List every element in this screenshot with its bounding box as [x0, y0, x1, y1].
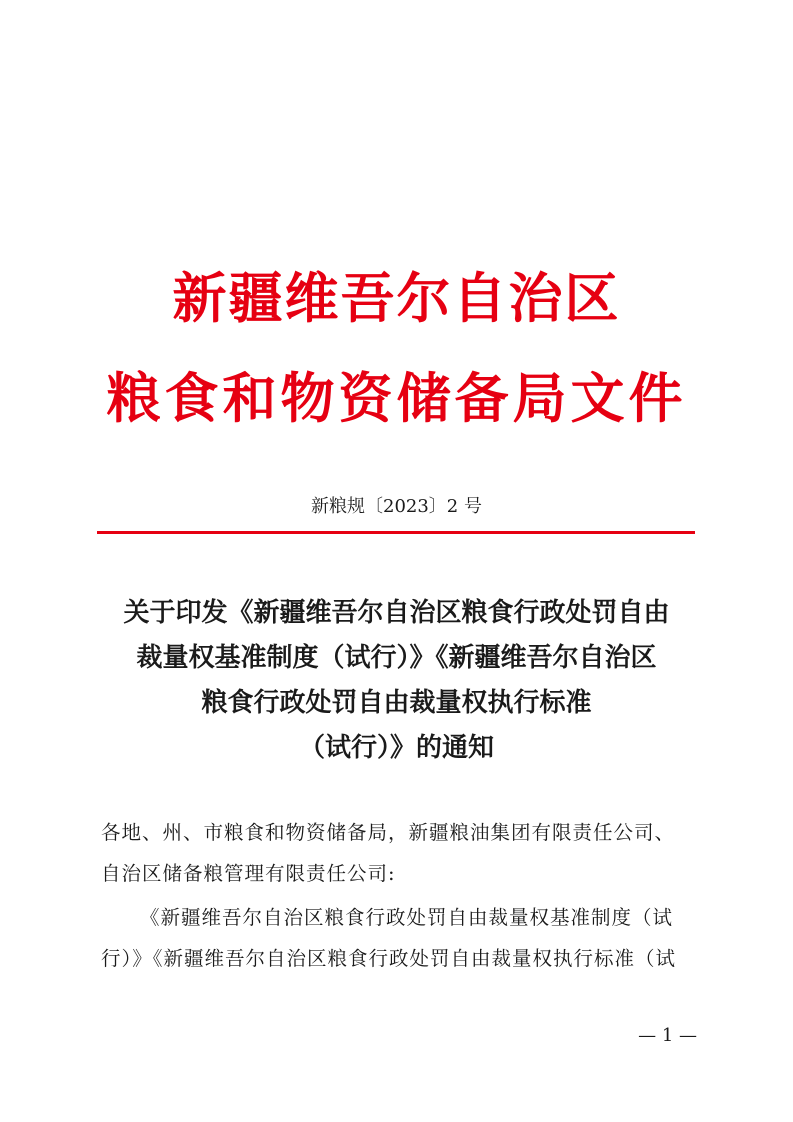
title-line-4: （试行）》的通知 — [298, 733, 494, 763]
title-line-3: 粮食行政处罚自由裁量权执行标准 — [201, 688, 592, 718]
document-title — [90, 591, 703, 771]
issuer-name-line-2: 粮食和物资储备局文件 — [106, 366, 687, 430]
recipients-line-2: 自治区储备粮管理有限责任公司: — [101, 862, 396, 885]
document-number: 新粮规〔2023〕2 号 — [311, 496, 482, 517]
issuer-name-line-1: 新疆维吾尔自治区 — [172, 266, 621, 330]
red-divider-line — [97, 531, 695, 534]
title-line-1: 关于印发《新疆维吾尔自治区粮食行政处罚自由 — [123, 598, 670, 628]
title-line-2: 裁量权基准制度（试行）》《新疆维吾尔自治区 — [136, 643, 657, 673]
page-number: — 1 — — [638, 1025, 697, 1046]
body-paragraph-line-1: 《新疆维吾尔自治区粮食行政处罚自由裁量权基准制度（试 — [140, 906, 674, 929]
recipients-line-1: 各地、州、市粮食和物资储备局，新疆粮油集团有限责任公司、 — [101, 821, 676, 844]
body-paragraph-line-2: 行）》《新疆维吾尔自治区粮食行政处罚自由裁量权执行标准（试 — [101, 947, 677, 970]
